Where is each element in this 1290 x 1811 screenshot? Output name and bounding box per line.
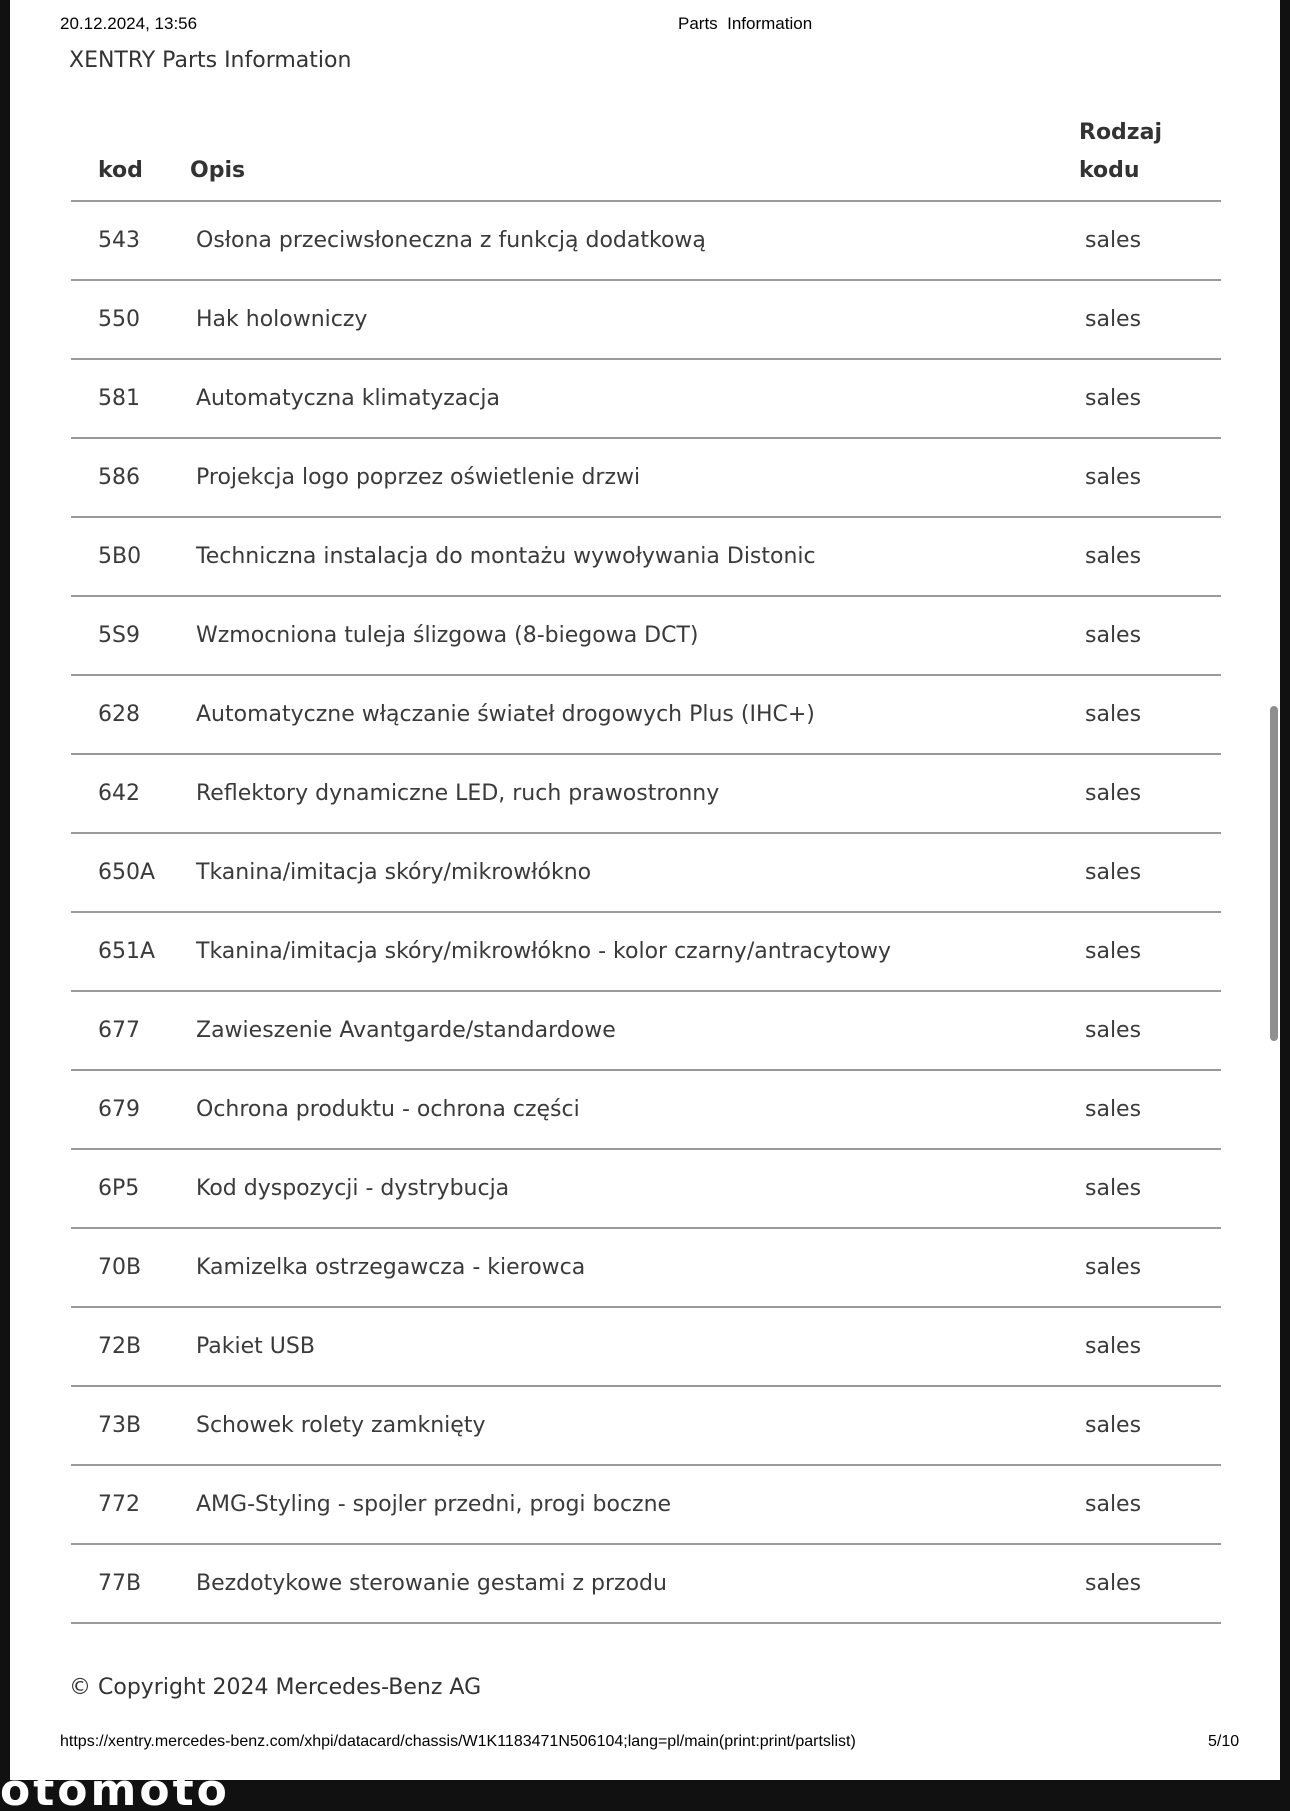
table-row bbox=[71, 202, 1221, 281]
cell-kod: 586 bbox=[98, 465, 140, 490]
cell-kod: 5S9 bbox=[98, 623, 140, 648]
cell-opis: AMG-Styling - spojler przedni, progi boczne bbox=[196, 1492, 672, 1517]
cell-rodzaj-kodu: sales bbox=[1085, 781, 1142, 806]
cell-rodzaj-kodu: sales bbox=[1085, 1018, 1142, 1043]
cell-kod: 550 bbox=[98, 307, 140, 332]
copyright: © Copyright 2024 Mercedes-Benz AG bbox=[69, 1675, 482, 1700]
table-header bbox=[71, 100, 1221, 202]
cell-kod: 677 bbox=[98, 1018, 140, 1043]
cell-opis: Reflektory dynamiczne LED, ruch prawostronny bbox=[196, 781, 720, 806]
table-row bbox=[71, 360, 1221, 439]
cell-kod: 581 bbox=[98, 386, 140, 411]
table-row bbox=[71, 518, 1221, 597]
table-row bbox=[71, 1308, 1221, 1387]
cell-opis: Automatyczne włączanie świateł drogowych Plus (IHC+) bbox=[196, 702, 815, 727]
cell-rodzaj-kodu: sales bbox=[1085, 307, 1142, 332]
page-number: 5/10 bbox=[1208, 1733, 1240, 1750]
column-header-rodzaj-line2: kodu bbox=[1079, 158, 1140, 183]
table-row bbox=[71, 1466, 1221, 1545]
cell-kod: 543 bbox=[98, 228, 140, 253]
cell-opis: Tkanina/imitacja skóry/mikrowłókno - kolor czarny/antracytowy bbox=[196, 939, 892, 964]
column-header-rodzaj-kodu bbox=[1079, 114, 1199, 190]
app-title: XENTRY Parts Information bbox=[69, 48, 352, 73]
footer-url: https://xentry.mercedes-benz.com/xhpi/datacard/chassis/W1K1183471N506104;lang=pl/main(print:print/partslist) bbox=[60, 1733, 856, 1750]
cell-kod: 6P5 bbox=[98, 1176, 140, 1201]
cell-kod: 651A bbox=[98, 939, 156, 964]
cell-rodzaj-kodu: sales bbox=[1085, 465, 1142, 490]
cell-kod: 679 bbox=[98, 1097, 140, 1122]
cell-opis: Bezdotykowe sterowanie gestami z przodu bbox=[196, 1571, 667, 1596]
cell-opis: Wzmocniona tuleja ślizgowa (8-biegowa DCT) bbox=[196, 623, 699, 648]
cell-rodzaj-kodu: sales bbox=[1085, 702, 1142, 727]
cell-rodzaj-kodu: sales bbox=[1085, 939, 1142, 964]
cell-rodzaj-kodu: sales bbox=[1085, 544, 1142, 569]
cell-opis: Techniczna instalacja do montażu wywoływania Distonic bbox=[196, 544, 816, 569]
cell-rodzaj-kodu: sales bbox=[1085, 1334, 1142, 1359]
cell-rodzaj-kodu: sales bbox=[1085, 623, 1142, 648]
table-row bbox=[71, 1545, 1221, 1624]
cell-rodzaj-kodu: sales bbox=[1085, 1413, 1142, 1438]
column-header-kod: kod bbox=[98, 158, 143, 183]
cell-opis: Ochrona produktu - ochrona części bbox=[196, 1097, 580, 1122]
print-page bbox=[10, 0, 1280, 1780]
cell-kod: 77B bbox=[98, 1571, 142, 1596]
cell-opis: Automatyczna klimatyzacja bbox=[196, 386, 500, 411]
table-row bbox=[71, 834, 1221, 913]
column-header-rodzaj-line1: Rodzaj bbox=[1079, 120, 1162, 145]
table-body bbox=[71, 202, 1221, 1624]
cell-opis: Tkanina/imitacja skóry/mikrowłókno bbox=[196, 860, 592, 885]
cell-rodzaj-kodu: sales bbox=[1085, 386, 1142, 411]
table-row bbox=[71, 439, 1221, 518]
table-row bbox=[71, 1150, 1221, 1229]
table-row bbox=[71, 281, 1221, 360]
print-datetime: 20.12.2024, 13:56 bbox=[60, 14, 198, 33]
cell-kod: 642 bbox=[98, 781, 140, 806]
cell-rodzaj-kodu: sales bbox=[1085, 1571, 1142, 1596]
cell-kod: 5B0 bbox=[98, 544, 142, 569]
cell-rodzaj-kodu: sales bbox=[1085, 1097, 1142, 1122]
table-row bbox=[71, 1387, 1221, 1466]
cell-kod: 72B bbox=[98, 1334, 142, 1359]
print-header-title: Parts Information bbox=[678, 14, 813, 33]
cell-rodzaj-kodu: sales bbox=[1085, 860, 1142, 885]
table-row bbox=[71, 913, 1221, 992]
cell-kod: 772 bbox=[98, 1492, 140, 1517]
cell-rodzaj-kodu: sales bbox=[1085, 228, 1142, 253]
cell-kod: 70B bbox=[98, 1255, 142, 1280]
cell-opis: Kod dyspozycji - dystrybucja bbox=[196, 1176, 510, 1201]
cell-opis: Schowek rolety zamknięty bbox=[196, 1413, 486, 1438]
cell-rodzaj-kodu: sales bbox=[1085, 1255, 1142, 1280]
cell-kod: 650A bbox=[98, 860, 156, 885]
table-row bbox=[71, 992, 1221, 1071]
cell-opis: Pakiet USB bbox=[196, 1334, 315, 1359]
table-row bbox=[71, 755, 1221, 834]
cell-rodzaj-kodu: sales bbox=[1085, 1176, 1142, 1201]
cell-opis: Hak holowniczy bbox=[196, 307, 368, 332]
cell-opis: Osłona przeciwsłoneczna z funkcją dodatkową bbox=[196, 228, 706, 253]
cell-kod: 73B bbox=[98, 1413, 142, 1438]
cell-rodzaj-kodu: sales bbox=[1085, 1492, 1142, 1517]
cell-kod: 628 bbox=[98, 702, 140, 727]
cell-opis: Zawieszenie Avantgarde/standardowe bbox=[196, 1018, 616, 1043]
table-row bbox=[71, 676, 1221, 755]
otomoto-watermark-logo: otomoto bbox=[0, 1765, 230, 1811]
table-row bbox=[71, 597, 1221, 676]
column-header-opis: Opis bbox=[190, 158, 246, 183]
parts-code-table bbox=[71, 100, 1221, 1624]
cell-opis: Projekcja logo poprzez oświetlenie drzwi bbox=[196, 465, 641, 490]
scrollbar-thumb[interactable] bbox=[1270, 706, 1278, 1041]
table-row bbox=[71, 1229, 1221, 1308]
table-row bbox=[71, 1071, 1221, 1150]
cell-opis: Kamizelka ostrzegawcza - kierowca bbox=[196, 1255, 586, 1280]
